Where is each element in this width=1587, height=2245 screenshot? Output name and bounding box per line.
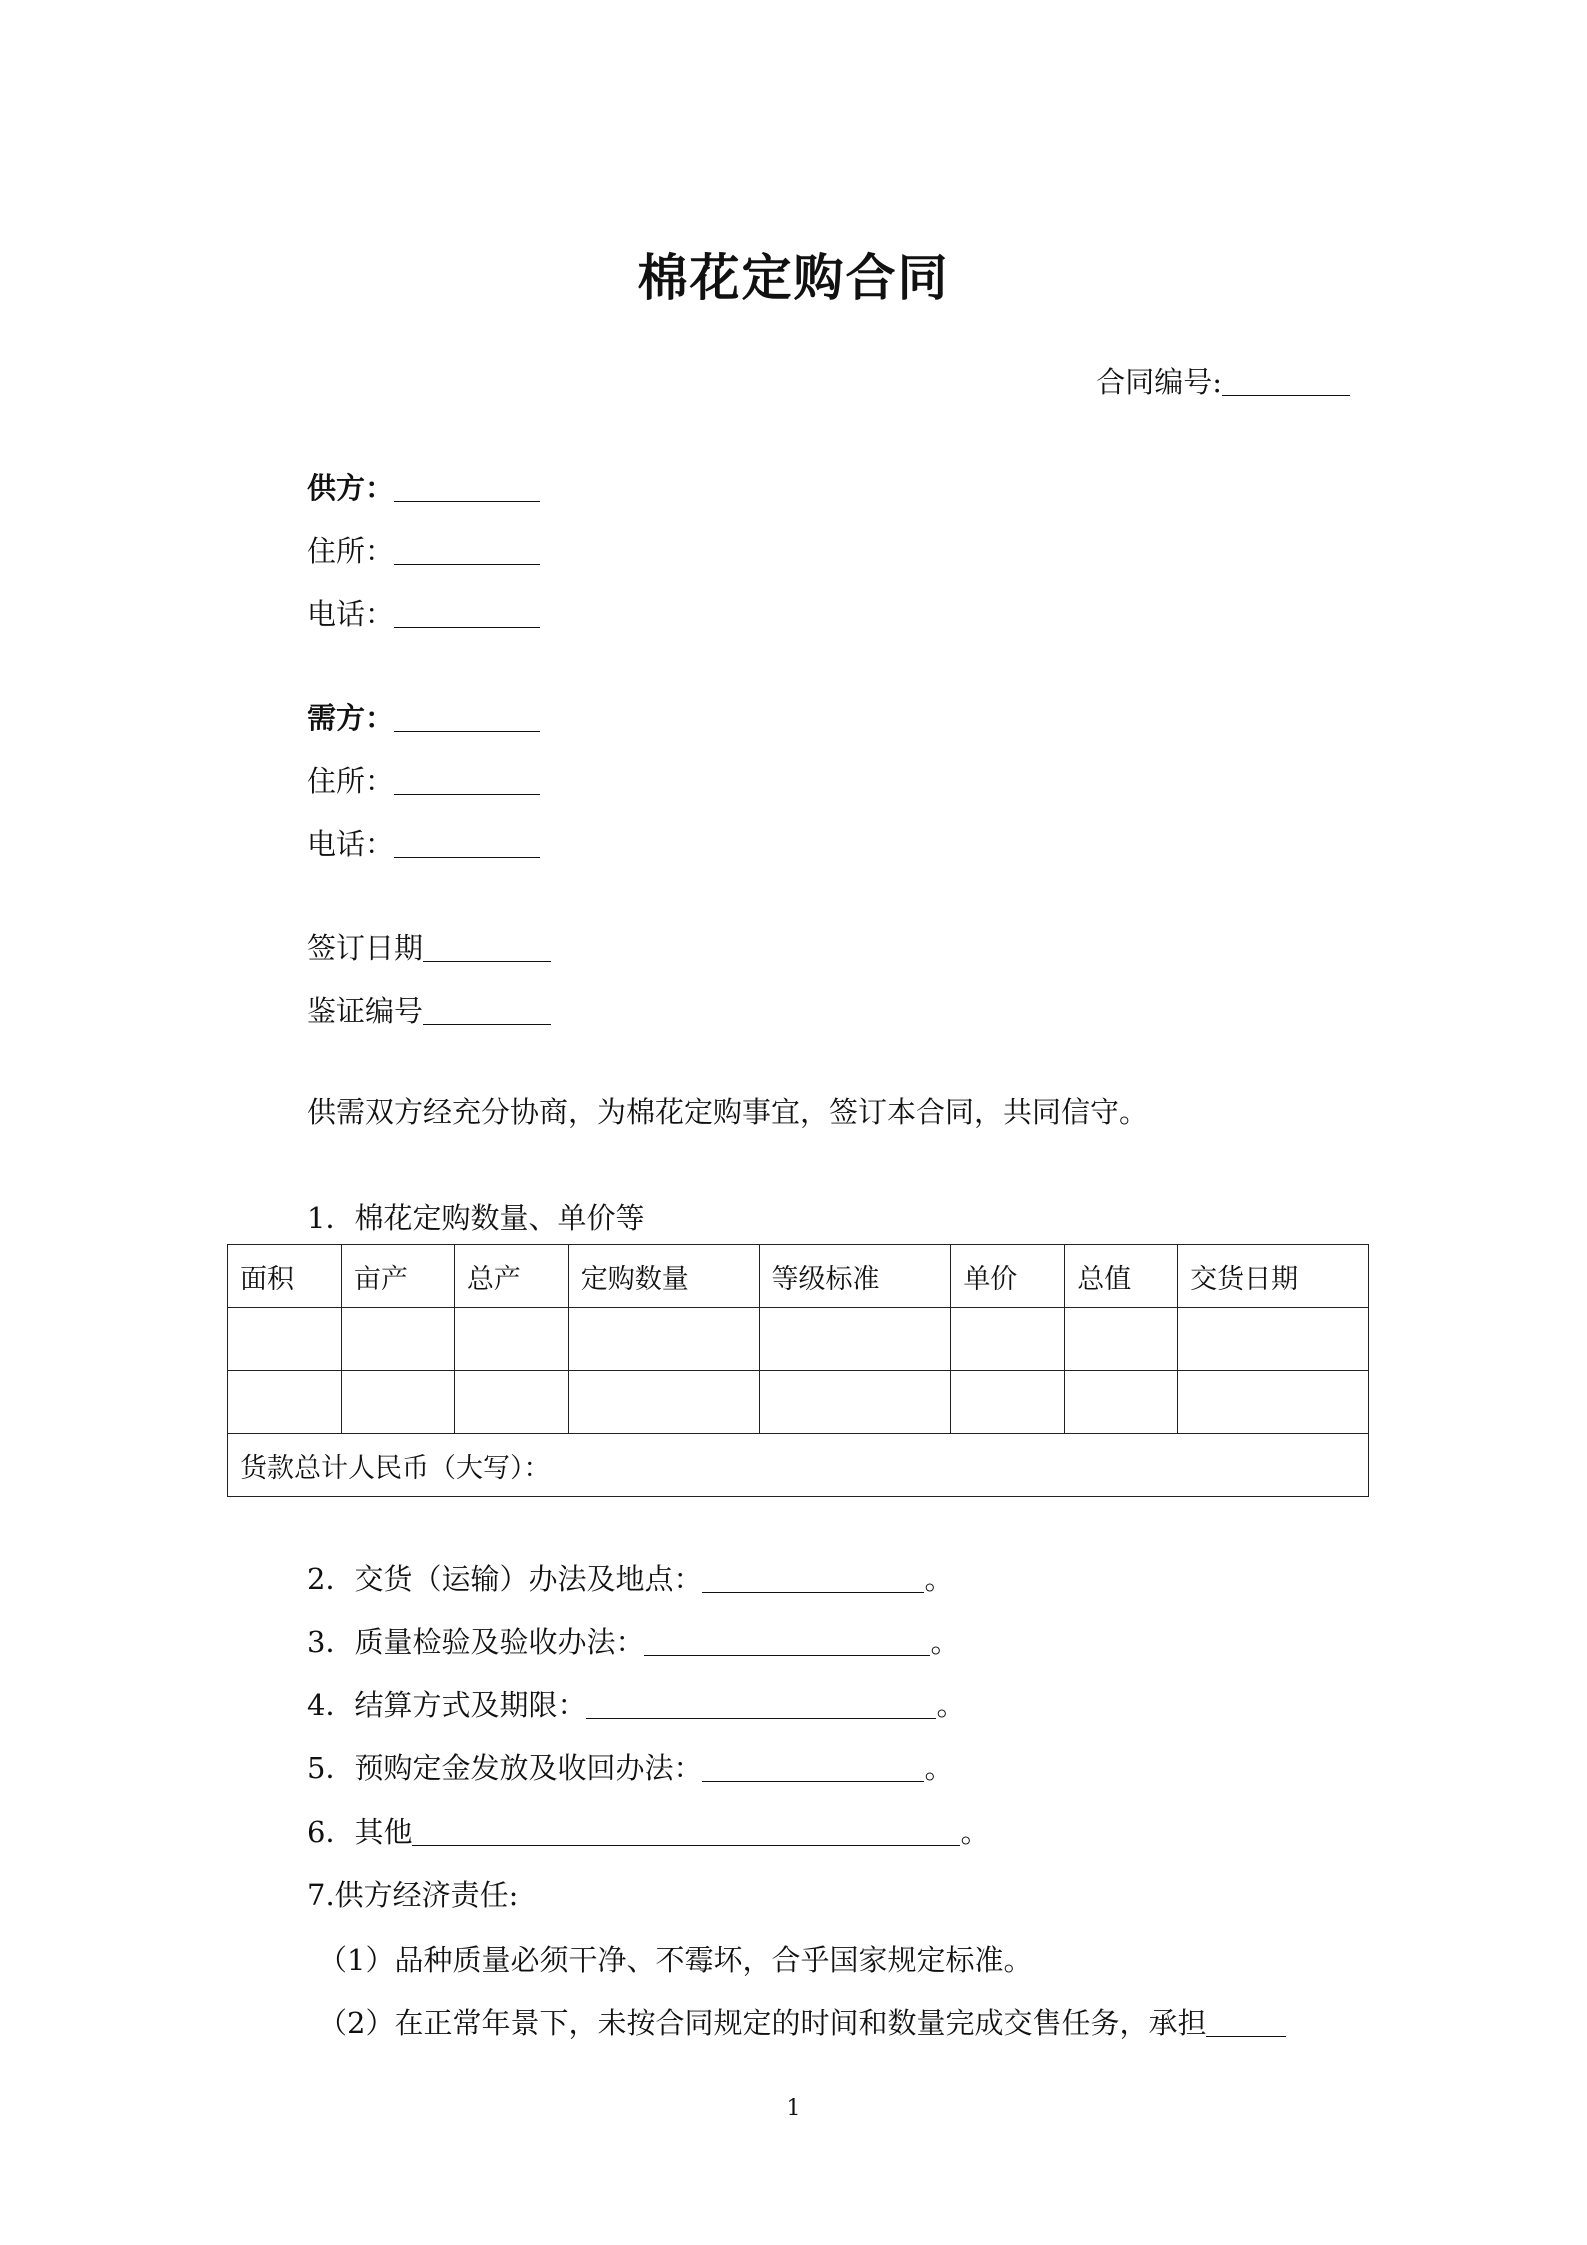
total-amount-cell[interactable] [228, 1434, 1369, 1497]
supplier-party [307, 466, 540, 507]
supplier-address [307, 529, 540, 570]
quantity-table [227, 1244, 1369, 1497]
item-delivery [307, 1557, 953, 1598]
table-cell[interactable] [454, 1371, 568, 1434]
table-cell[interactable] [759, 1371, 951, 1434]
header-area: 面积 [228, 1245, 342, 1308]
header-unit-price: 单价 [951, 1245, 1065, 1308]
section7-clause-2-blank[interactable] [1206, 2007, 1286, 2037]
supplier-address-label: 住所： [307, 534, 395, 568]
item-settlement-blank[interactable] [586, 1689, 936, 1719]
header-grade-standard: 等级标准 [759, 1245, 951, 1308]
buyer-phone-blank[interactable] [394, 828, 540, 858]
sign-date-label: 签订日期 [307, 931, 424, 965]
contract-number-blank[interactable] [1222, 366, 1350, 396]
section7-title: 7.供方经济责任: [307, 1878, 519, 1912]
item-inspection-blank[interactable] [644, 1626, 930, 1656]
table-cell[interactable] [951, 1308, 1065, 1371]
header-delivery-date: 交货日期 [1178, 1245, 1369, 1308]
header-order-quantity: 定购数量 [568, 1245, 759, 1308]
item-settlement-label: 4．结算方式及期限： [307, 1688, 587, 1722]
table-cell[interactable] [228, 1371, 342, 1434]
table-cell[interactable] [341, 1308, 454, 1371]
item-inspection [307, 1620, 959, 1661]
document-title: 棉花定购合同 [637, 248, 950, 307]
supplier-phone [307, 592, 540, 633]
item-deposit [307, 1746, 953, 1787]
table-cell[interactable] [568, 1308, 759, 1371]
end-mark: 。 [924, 1562, 954, 1596]
table-cell[interactable] [341, 1371, 454, 1434]
item-other [307, 1810, 989, 1851]
sign-date-blank[interactable] [423, 932, 551, 962]
supplier-phone-blank[interactable] [394, 598, 540, 628]
verify-number [307, 989, 551, 1030]
section7-clause-2 [318, 2001, 1286, 2042]
verify-number-blank[interactable] [423, 995, 551, 1025]
end-mark: 。 [924, 1751, 954, 1785]
header-yield-per-mu: 亩产 [341, 1245, 454, 1308]
buyer-address-blank[interactable] [394, 765, 540, 795]
verify-number-label: 鉴证编号 [307, 994, 424, 1028]
end-mark: 。 [930, 1625, 960, 1659]
supplier-phone-label: 电话： [307, 597, 395, 631]
table-cell[interactable] [568, 1371, 759, 1434]
section7-clause-2-text: （2）在正常年景下，未按合同规定的时间和数量完成交售任务，承担 [318, 2006, 1207, 2040]
contract-number [1096, 360, 1350, 401]
contract-number-label: 合同编号: [1096, 365, 1222, 399]
buyer-party [307, 696, 540, 737]
item-inspection-label: 3．质量检验及验收办法： [307, 1625, 645, 1659]
sign-date [307, 926, 551, 967]
section7-clause-1: （1）品种质量必须干净、不霉坏，合乎国家规定标准。 [318, 1943, 1033, 1977]
item-settlement [307, 1683, 965, 1724]
table-cell[interactable] [1065, 1371, 1178, 1434]
buyer-phone [307, 822, 540, 863]
buyer-phone-label: 电话： [307, 827, 395, 861]
table-header-row [228, 1245, 1369, 1308]
item-delivery-label: 2．交货（运输）办法及地点： [307, 1562, 703, 1596]
table-total-row [228, 1434, 1369, 1497]
buyer-address [307, 759, 540, 800]
supplier-party-blank[interactable] [394, 472, 540, 502]
buyer-address-label: 住所： [307, 764, 395, 798]
buyer-party-blank[interactable] [394, 702, 540, 732]
table-row [228, 1308, 1369, 1371]
total-amount-label: 货款总计人民币（大写）： [240, 1452, 551, 1484]
item-deposit-label: 5．预购定金发放及收回办法： [307, 1751, 703, 1785]
table-cell[interactable] [1065, 1308, 1178, 1371]
item-delivery-blank[interactable] [702, 1563, 924, 1593]
item-other-blank[interactable] [412, 1816, 960, 1846]
header-total-value: 总值 [1065, 1245, 1178, 1308]
buyer-party-label: 需方： [307, 701, 395, 735]
table-cell[interactable] [1178, 1308, 1369, 1371]
item-other-label: 6．其他 [307, 1815, 413, 1849]
intro-paragraph: 供需双方经充分协商，为棉花定购事宜，签订本合同，共同信守。 [307, 1095, 1149, 1129]
item-deposit-blank[interactable] [702, 1752, 924, 1782]
header-total-output: 总产 [454, 1245, 568, 1308]
end-mark: 。 [960, 1815, 990, 1849]
table-cell[interactable] [951, 1371, 1065, 1434]
supplier-address-blank[interactable] [394, 535, 540, 565]
page-number: 1 [786, 2096, 801, 2121]
table-row [228, 1371, 1369, 1434]
table-cell[interactable] [759, 1308, 951, 1371]
table-cell[interactable] [454, 1308, 568, 1371]
end-mark: 。 [936, 1688, 966, 1722]
supplier-party-label: 供方： [307, 471, 395, 505]
table-cell[interactable] [1178, 1371, 1369, 1434]
table-cell[interactable] [228, 1308, 342, 1371]
section1-title: 1．棉花定购数量、单价等 [307, 1201, 645, 1235]
